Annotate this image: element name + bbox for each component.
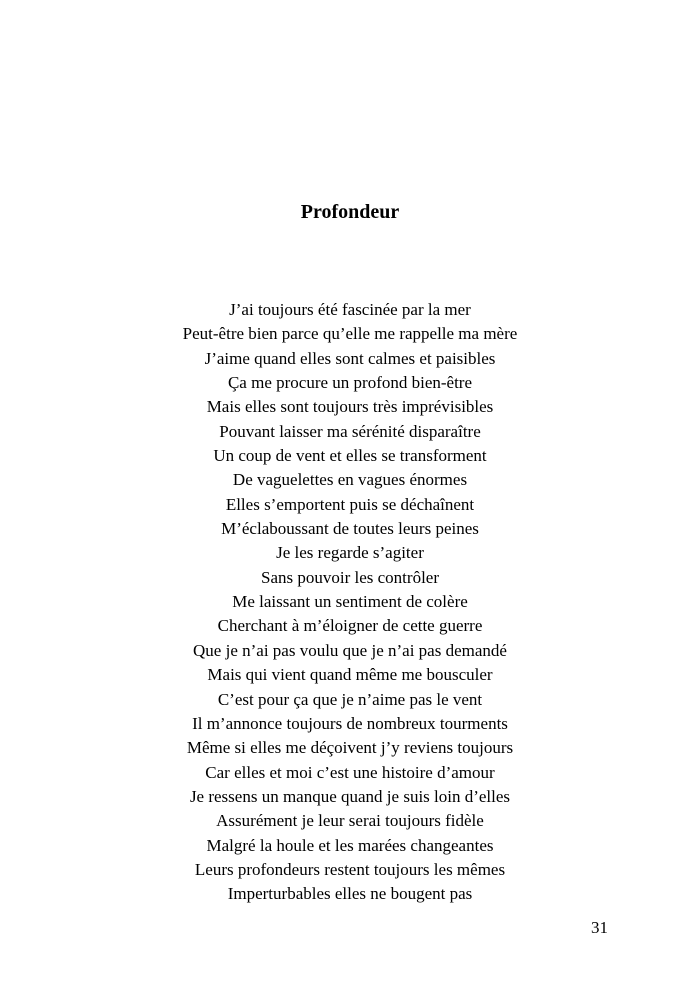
poem-line: Mais qui vient quand même me bousculer — [207, 665, 493, 685]
poem-line: Même si elles me déçoivent j’y reviens toujours — [186, 738, 514, 758]
poem-line: Assurément je leur serai toujours fidèle — [216, 811, 484, 831]
poem-line: Me laissant un sentiment de colère — [232, 592, 468, 612]
poem-line: Peut-être bien parce qu’elle me rappelle ma mère — [182, 324, 518, 344]
poem-line: Ça me procure un profond bien-être — [227, 373, 473, 393]
poem-line: Un coup de vent et elles se transforment — [213, 446, 487, 466]
poem-line: J’ai toujours été fascinée par la mer — [229, 300, 471, 319]
poem-line: J’aime quand elles sont calmes et paisibles — [204, 348, 496, 368]
poem-line: De vaguelettes en vagues énormes — [232, 470, 468, 490]
page-number: 31 — [591, 918, 608, 937]
poem-line: Cherchant à m’éloigner de cette guerre — [217, 616, 483, 636]
poem-body — [0, 298, 700, 907]
poem-line: Imperturbables elles ne bougent pas — [227, 884, 473, 904]
poem-line: Elles s’emportent puis se déchaînent — [225, 494, 475, 514]
poem-line: Pouvant laisser ma sérénité disparaître — [219, 421, 481, 441]
poem-line: Je les regarde s’agiter — [276, 543, 424, 563]
poem-line: M’éclaboussant de toutes leurs peines — [221, 519, 479, 539]
poem-line: C’est pour ça que je n’aime pas le vent — [217, 689, 483, 709]
poem-title: Profondeur — [300, 201, 400, 223]
poem-line: Il m’annonce toujours de nombreux tourments — [192, 713, 508, 733]
poem-line: Je ressens un manque quand je suis loin d’elles — [189, 786, 511, 806]
poem-line: Mais elles sont toujours très imprévisibles — [206, 397, 494, 417]
poem-line: Car elles et moi c’est une histoire d’amour — [205, 762, 495, 782]
poem-line: Malgré la houle et les marées changeantes — [206, 835, 494, 855]
poem-line: Leurs profondeurs restent toujours les mêmes — [194, 859, 506, 879]
poem-line: Sans pouvoir les contrôler — [261, 567, 439, 587]
poem-line: Que je n’ai pas voulu que je n’ai pas demandé — [193, 640, 507, 660]
